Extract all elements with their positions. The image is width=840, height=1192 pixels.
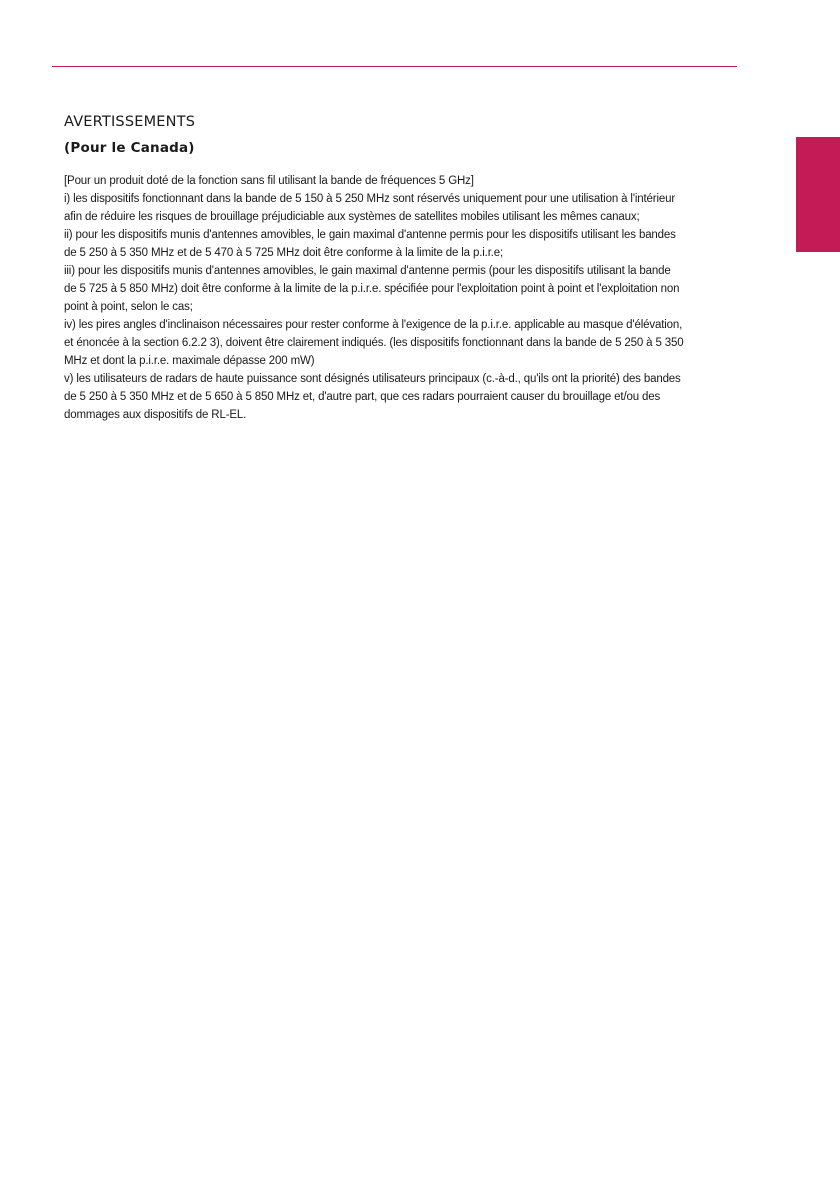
warning-list (64, 172, 684, 424)
paragraph-item-i: i) les dispositifs fonctionnant dans la bande de 5 150 à 5 250 MHz sont réservés uniquement pour une utilisation à l'intérieur afin de réduire les risques de brouillage préjudiciable aux systèmes de satellites mobiles utilisant les mêmes canaux; (64, 193, 676, 223)
header-rule (52, 66, 737, 67)
page-subtitle: (Pour le Canada) (64, 140, 195, 156)
paragraph-intro: [Pour un produit doté de la fonction sans fil utilisant la bande de fréquences 5 GHz] (64, 175, 474, 187)
paragraph-item-iii: iii) pour les dispositifs munis d'antennes amovibles, le gain maximal d'antenne permis (pour les dispositifs utilisant la bande de 5 725 à 5 850 MHz) doit être conforme à la limite de la p.i.r.e. spécifiée pour l'exploitation point à point et l'exploitation non point à point, selon le cas; (64, 265, 680, 313)
section-tab-marker (796, 137, 840, 252)
paragraph-item-v: v) les utilisateurs de radars de haute puissance sont désignés utilisateurs principaux (c.-à-d., qu'ils ont la priorité) des bandes de 5 250 à 5 350 MHz et de 5 650 à 5 850 MHz et, d'autre part, que ces radars pourraient causer du brouillage et/ou des dommages aux dispositifs de RL-EL. (64, 373, 681, 421)
paragraph-item-ii: ii) pour les dispositifs munis d'antennes amovibles, le gain maximal d'antenne permis pour les dispositifs utilisant les bandes de 5 250 à 5 350 MHz et de 5 470 à 5 725 MHz doit être conforme à la limite de la p.i.r.e; (64, 229, 676, 259)
document-body (64, 112, 684, 424)
paragraph-item-iv: iv) les pires angles d'inclinaison nécessaires pour rester conforme à l'exigence de la p.i.r.e. applicable au masque d'élévation, et énoncée à la section 6.2.2 3), doivent être clairement indiqués. (les dispositifs fonctionnant dans la bande de 5 250 à 5 350 MHz et dont la p.i.r.e. maximale dépasse 200 mW) (64, 319, 684, 367)
page-title: AVERTISSEMENTS (64, 114, 196, 130)
